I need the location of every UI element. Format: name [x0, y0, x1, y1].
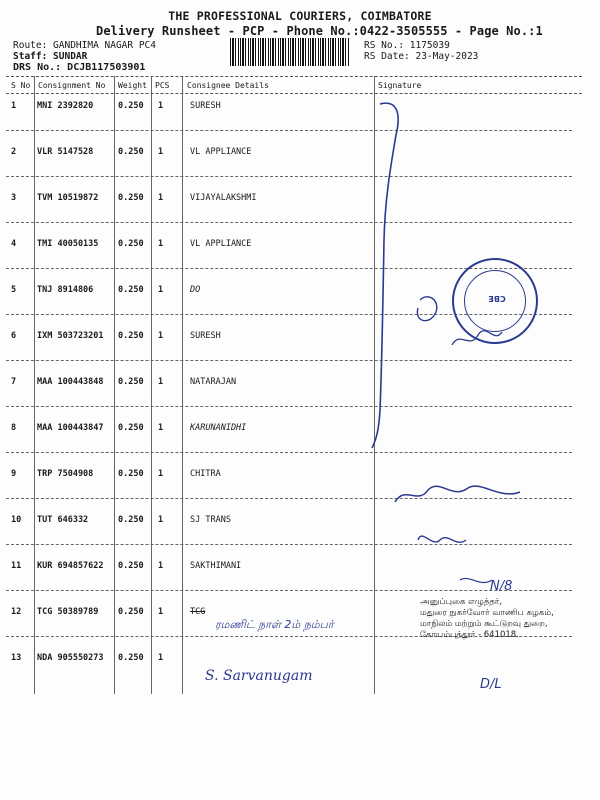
row-consignment: TNJ 8914806	[37, 285, 94, 295]
note-bottom: D/L	[480, 677, 502, 692]
row-consignment: TRP 7504908	[37, 469, 94, 479]
row-weight: 0.250	[118, 285, 144, 295]
tamil-line: மாநிலம் மற்றும் கூட்டுறவு துறை,	[420, 619, 548, 629]
row-pcs: 1	[158, 561, 164, 571]
col-consignment: Consignment No	[38, 81, 106, 90]
row-sno: 7	[11, 377, 17, 387]
row-consignee: KARUNANIDHI	[190, 423, 247, 433]
row-weight: 0.250	[118, 239, 144, 249]
row-weight: 0.250	[118, 331, 144, 341]
row-sno: 3	[11, 193, 17, 203]
row-sno: 10	[11, 515, 22, 525]
row-consignment: MAA 100443848	[37, 377, 104, 387]
handwriting-row12: ரமணிட் நாள் 2ம் நம்பர்	[215, 618, 334, 631]
signature-row11	[460, 578, 492, 582]
row-sno: 6	[11, 331, 17, 341]
row-pcs: 1	[158, 377, 164, 387]
row-consignee: NATARAJAN	[190, 377, 237, 387]
row-weight: 0.250	[118, 653, 144, 663]
col-sno: S No	[11, 81, 31, 90]
row-consignment: TMI 40050135	[37, 239, 99, 249]
company-title: THE PROFESSIONAL COURIERS, COIMBATORE	[168, 9, 432, 23]
row-sno: 8	[11, 423, 17, 433]
rs-date: RS Date: 23-May-2023	[364, 51, 479, 62]
rs-number: RS No.: 1175039	[364, 40, 450, 51]
drs-number: DRS No.: DCJB117503901	[13, 62, 146, 73]
row-sno: 12	[11, 607, 22, 617]
row-weight: 0.250	[118, 469, 144, 479]
row-pcs: 1	[158, 331, 164, 341]
row-consignee: CHITRA	[190, 469, 221, 479]
row-pcs: 1	[158, 239, 164, 249]
col-signature: Signature	[378, 81, 422, 90]
row-consignment: IXM 503723201	[37, 331, 104, 341]
row-weight: 0.250	[118, 423, 144, 433]
route-label: Route: GANDHIMA NAGAR PC4	[13, 40, 156, 51]
row-pcs: 1	[158, 653, 164, 663]
signature-scribble	[452, 331, 502, 345]
row-consignment: MNI 2392820	[37, 101, 94, 111]
row-sno: 5	[11, 285, 17, 295]
handwriting-row13: S. Sarvanugam	[205, 668, 313, 684]
row-consignee: SURESH	[190, 101, 221, 111]
signature-row9	[395, 486, 520, 502]
row-weight: 0.250	[118, 147, 144, 157]
row-consignee: SURESH	[190, 331, 221, 341]
note-right: N/8	[490, 579, 513, 594]
tamil-line: அனுப்புகை எழுத்தர்,	[420, 597, 503, 607]
row-consignee: TCG	[190, 607, 206, 617]
row-consignment: KUR 694857622	[37, 561, 104, 571]
row-sno: 11	[11, 561, 22, 571]
row-consignment: TVM 10519872	[37, 193, 99, 203]
signature-row10	[418, 536, 466, 542]
row-weight: 0.250	[118, 607, 144, 617]
row-sno: 4	[11, 239, 17, 249]
runsheet-subtitle: Delivery Runsheet - PCP - Phone No.:0422-3505555 - Page No.:1	[96, 24, 543, 38]
row-consignee: DO	[190, 285, 201, 295]
row-sno: 2	[11, 147, 17, 157]
row-consignment: NDA 905550273	[37, 653, 104, 663]
row-consignee: VIJAYALAKSHMI	[190, 193, 257, 203]
row-weight: 0.250	[118, 193, 144, 203]
row-pcs: 1	[158, 607, 164, 617]
row-consignment: VLR 5147528	[37, 147, 94, 157]
row-consignment: TCG 50389789	[37, 607, 99, 617]
row-sno: 9	[11, 469, 17, 479]
row-consignee: SAKTHIMANI	[190, 561, 242, 571]
staff-label: Staff: SUNDAR	[13, 51, 88, 62]
row-consignment: MAA 100443847	[37, 423, 104, 433]
row-sno: 1	[11, 101, 17, 111]
tamil-line: மதுரை நுகர்வோர் வாணிப கழகம்,	[420, 608, 554, 618]
row-weight: 0.250	[118, 561, 144, 571]
row-pcs: 1	[158, 147, 164, 157]
tamil-line: கோயம்புத்தூர் - 641018.	[420, 630, 519, 640]
row-pcs: 1	[158, 423, 164, 433]
row-weight: 0.250	[118, 515, 144, 525]
col-consignee: Consignee Details	[187, 81, 269, 90]
row-pcs: 1	[158, 101, 164, 111]
row-consignee: VL APPLIANCE	[190, 147, 252, 157]
col-pcs: PCS	[155, 81, 170, 90]
company-seal-text: CBE	[488, 294, 506, 303]
row-consignee: SJ TRANS	[190, 515, 231, 525]
row-consignee: VL APPLIANCE	[190, 239, 252, 249]
row-weight: 0.250	[118, 377, 144, 387]
row-pcs: 1	[158, 285, 164, 295]
col-weight: Weight	[118, 81, 147, 90]
signature-loop	[417, 297, 436, 321]
row-pcs: 1	[158, 515, 164, 525]
row-weight: 0.250	[118, 101, 144, 111]
row-pcs: 1	[158, 469, 164, 479]
row-sno: 13	[11, 653, 22, 663]
long-signature-stroke	[372, 103, 398, 448]
row-pcs: 1	[158, 193, 164, 203]
row-consignment: TUT 646332	[37, 515, 89, 525]
